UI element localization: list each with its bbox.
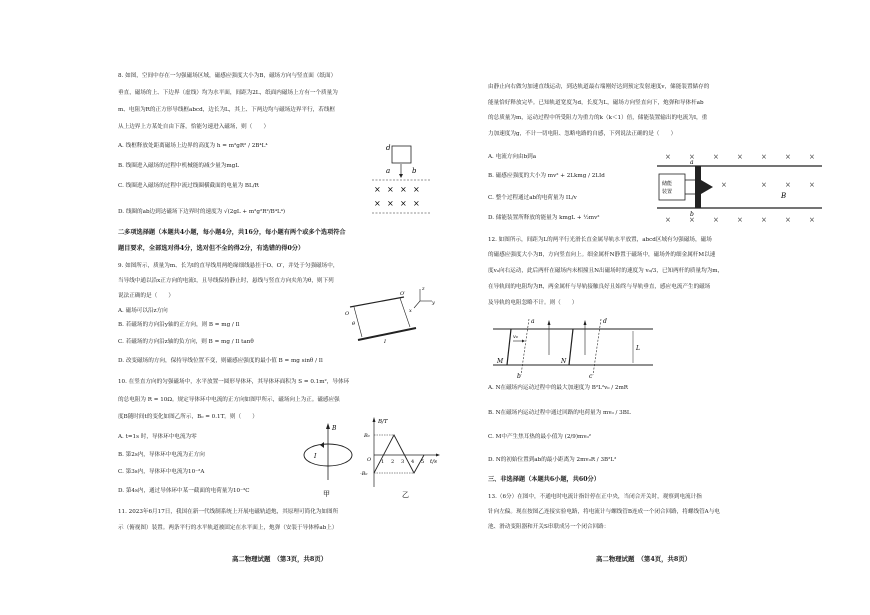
q9-stem-line-1: 9. 如图所示，质量为m、长为l的直导线用两绝缘细线悬挂于O、O′，并处于匀强磁场中，	[118, 263, 339, 269]
q8-stem-line-3: m、电阻为R的正方形导线框abcd，边长为L，其上、下两边均与磁场边界平行，若线框	[118, 107, 336, 113]
q8-option-c: C. 线圈进入磁场的过程中流过线圈横截面的电量为 BL/R	[118, 183, 259, 189]
svg-text:×: ×	[400, 199, 407, 208]
q9-theta-label: θ	[352, 321, 356, 327]
q10-current-direction-arrow	[320, 442, 324, 448]
q11-projectile	[701, 180, 713, 194]
q10-caption-jia: 甲	[323, 490, 330, 498]
q11-option-d: D. 储能装置所释放的能量为 kmgL + ½mv²	[488, 215, 600, 221]
svg-text:×: ×	[785, 181, 791, 189]
q8-stem-line-4: 从上边界上方某处自由下落，恰能匀速进入磁场，则（ ）	[118, 124, 270, 130]
q9-label-o-prime: O′	[400, 291, 406, 297]
q11-stem-line-2: 示（俯视图）装置。两条平行的水平轨道被固定在水平面上，炮弹（安装于导体棒ab上）	[118, 525, 338, 531]
q10-option-c: C. 第3s内，导体环中电流为10⁻²A	[118, 469, 205, 475]
q8-fall-arrowhead	[399, 174, 403, 178]
page-footer-right: 高二物理试题 （第4页，共8页）	[596, 555, 692, 563]
q9-axis-x	[414, 301, 420, 308]
svg-text:×: ×	[413, 185, 420, 194]
q8-label-a: a	[386, 167, 391, 175]
q12-boundary-ab	[521, 319, 529, 375]
q9-thread-left	[354, 307, 362, 337]
q11-figure	[657, 150, 847, 230]
q10-yi-y-arrowhead	[373, 417, 376, 422]
q10-yi-b-curve	[374, 435, 424, 473]
svg-text:×: ×	[413, 199, 420, 208]
q10-b-arrowhead	[326, 423, 330, 429]
q11-cont-line-2: 能量恰好释放完毕。已知轨道宽度为d，长度为L，磁场方向竖直向下，炮弹和导体杆ab	[488, 100, 704, 106]
q10-option-b: B. 第2s内，导体环中电流为正方向	[118, 452, 205, 458]
svg-text:×: ×	[689, 216, 695, 224]
q9-ceiling	[350, 297, 404, 307]
q12-stem-line-2: 的磁感应强度大小为B，方向竖直向上。细金属杆N静置于磁场中，磁场外的细金属杆M以速	[488, 252, 716, 258]
svg-text:×: ×	[761, 216, 767, 224]
svg-text:3: 3	[401, 459, 405, 465]
svg-text:×: ×	[689, 153, 695, 161]
q12-label-b: b	[517, 373, 521, 380]
q10-stem-line-1: 10. 在竖直方向的匀强磁场中，水平放置一圆形导体环，其导体环面积为 S = 0.1m²，导体环	[118, 379, 350, 385]
svg-text:×: ×	[809, 153, 815, 161]
q12-stem-line-5: 及导轨的电阻忽略不计。则（ ）	[488, 300, 578, 306]
q9-option-b: B. 若磁场的方向沿y轴的正方向，则 B = mg / Il	[118, 322, 240, 328]
q12-label-n: N	[561, 358, 567, 365]
q9-axis-z-label: z	[422, 286, 425, 292]
q12-label-l: L	[636, 345, 640, 352]
q8-square-loop	[392, 146, 411, 163]
q12-label-a: a	[531, 318, 535, 325]
section-2-heading-line-1: 二多项选择题（本题共4小题，每小题4分，共16分，每小题有两个或多个选项符合	[118, 229, 346, 236]
q11-storage-box	[659, 174, 685, 200]
svg-text:×: ×	[374, 185, 381, 194]
svg-text:×: ×	[721, 181, 727, 189]
section-3-heading: 三、非选择题（本题共6小题，共60分）	[488, 476, 600, 483]
q8-option-a: A. 线框释放处距离磁场上边界的高度为 h = m²gR² / 2B⁴L⁴	[118, 143, 268, 149]
q11-label-a: a	[690, 159, 694, 166]
q9-figure	[340, 285, 436, 349]
q12-rod-m	[507, 329, 511, 365]
q8-option-d: D. 线圈的ab边到达磁场下边界时的速度为 √(2gL + m²g²R²/B⁴L⁴)	[118, 209, 286, 215]
q10-yi-origin: O	[367, 457, 372, 463]
q10-yi-b0-label: B₀	[364, 433, 370, 439]
q10-jia-b-label: B	[332, 425, 337, 432]
q12-label-m: M	[497, 358, 504, 365]
q9-option-c: C. 若磁场的方向沿z轴的负方向，则 B = mg / Il tanθ	[118, 339, 254, 345]
q8-stem-line-1: 8. 如图，空间中存在一匀强磁场区域，磁感应强度大小为B，磁场方向与竖直面（纸面）	[118, 73, 337, 79]
q11-cont-line-4: 力加速度为g，不计一切电阻、忽略电路的自感，下列说法正确的是（ ）	[488, 131, 677, 137]
svg-text:×: ×	[400, 185, 407, 194]
q12-label-v0: v₀	[513, 334, 518, 340]
svg-text:×: ×	[374, 199, 381, 208]
svg-text:×: ×	[737, 216, 743, 224]
q12-rod-n	[569, 329, 573, 365]
svg-text:×: ×	[737, 153, 743, 161]
q13-line-1: 13.（6分）在图中，不通电时电流计指针停在正中央，当闭合开关时，观察到电流计指	[488, 494, 702, 500]
q12-option-b: B. N在磁场内运动过程中通过回路的电荷量为 mv₀ / 3BL	[488, 410, 631, 416]
q10-figure-yi	[360, 415, 442, 499]
svg-text:1: 1	[381, 459, 385, 465]
svg-text:4: 4	[411, 459, 415, 465]
svg-text:×: ×	[713, 153, 719, 161]
q11-option-c: C. 整个过程通过ab的电荷量为 IL/v	[488, 195, 577, 201]
page-footer-left: 高二物理试题 （第3页，共8页）	[232, 555, 328, 563]
q11-cont-line-1: 由静止向右做匀加速直线运动，到达轨道最右端刚好达到预定发射速度v，储能装置储存的	[488, 84, 710, 90]
q11-stem-line-1: 11. 2023年6月17日，我国在新一代线制系统上开展电磁轨道炮，其原理可简化为如图所	[118, 509, 339, 515]
q12-stem-line-3: 度v₀向右运动，此后两杆在磁场内未相撞且N出磁场时的速度为 v₀/3，已知两杆的质量均为m，	[488, 268, 724, 274]
svg-text:×: ×	[387, 199, 394, 208]
q10-yi-ylabel: B/T	[378, 419, 388, 425]
q12-figure	[493, 315, 658, 379]
q8-label-b: b	[412, 167, 417, 175]
svg-text:×: ×	[387, 185, 394, 194]
q9-axis-x-label: x	[409, 308, 412, 314]
q9-stem-line-3: 说法正确的是（ ）	[118, 293, 174, 299]
svg-text:×: ×	[785, 216, 791, 224]
q11-option-a: A. 电流方向由b到a	[488, 154, 537, 160]
q12-v0-arrowhead	[522, 340, 525, 343]
q9-current-label: I	[384, 339, 386, 345]
q12-field-arrowhead-1	[548, 320, 551, 325]
q8-stem-line-2: 垂直，磁场的上、下边界（虚线）均为水平面，间距为2L，纸面内磁场上方有一个质量为	[118, 90, 338, 96]
right-page	[435, 0, 870, 615]
q12-label-d: d	[603, 318, 607, 325]
q12-option-a: A. N在磁场内运动过程中的最大加速度为 B²L²v₀ / 2mR	[488, 385, 628, 391]
q11-storage-label-2: 装置	[662, 189, 673, 195]
q12-option-c: C. M中产生焦耳热的最小值为 (2/9)mv₀²	[488, 434, 591, 440]
q12-option-d: D. N的初始位置到ab的最小距离为 2mv₀R / 3B²L²	[488, 457, 617, 463]
svg-text:×: ×	[665, 216, 671, 224]
svg-text:×: ×	[785, 153, 791, 161]
q12-boundary-cd	[593, 319, 601, 375]
svg-text:2: 2	[391, 459, 395, 465]
q9-label-o: O	[345, 311, 350, 317]
q11-rod-ab	[695, 166, 701, 208]
q9-axis-y-label: y	[432, 300, 435, 306]
svg-text:×: ×	[761, 153, 767, 161]
q12-label-c: c	[589, 373, 593, 380]
q9-option-a: A. 磁场可以沿z方向	[118, 308, 168, 314]
q8-option-b: B. 线圈进入磁场的过程中机械能的减少量为mgL	[118, 163, 239, 169]
q10-caption-yi: 乙	[402, 491, 409, 499]
svg-text:×: ×	[809, 181, 815, 189]
q10-stem-line-2: 的总电阻为 R = 10Ω。规定导体环中电流的正方向如图甲所示，磁场向上为正。磁感应强	[118, 397, 340, 403]
q11-field-crosses	[665, 153, 815, 224]
svg-text:×: ×	[713, 216, 719, 224]
q13-line-3: 池、滑动变阻器和开关S串联成另一个闭合回路：	[488, 524, 610, 530]
q10-yi-neg-b0-label: -B₀	[360, 471, 368, 477]
q9-stem-line-2: 当导线中通以沿x正方向的电流I，且导线保持静止时，悬线与竖直方向夹角为θ，则下列	[118, 278, 334, 284]
q8-label-d: d	[386, 144, 391, 152]
q10-jia-i-label: I	[314, 453, 317, 460]
q10-yi-ticks	[381, 459, 424, 465]
q11-option-b: B. 磁感应强度的大小为 mv² + 2Lkmg / 2LId	[488, 173, 605, 179]
q10-option-d: D. 第4s内，通过导体环中某一截面的电荷量为10⁻³C	[118, 488, 250, 494]
q8-figure	[368, 138, 438, 218]
q12-stem-line-4: 在导轨间的电阻均为R，两金属杆与导轨接触良好且始终与导轨垂直，感应电流产生的磁场	[488, 284, 711, 290]
svg-text:×: ×	[761, 181, 767, 189]
q10-stem-line-3: 度B随时间t的变化如图乙所示，B₀ = 0.1T。则（ ）	[118, 414, 258, 420]
q10-figure-jia	[298, 420, 358, 498]
q8-field-crosses	[374, 185, 420, 208]
q12-stem-line-1: 12. 如图所示，间距为L的两平行光滑长直金属导轨水平放置，abcd区域有匀强磁场，磁场	[488, 237, 712, 243]
svg-text:×: ×	[665, 153, 671, 161]
section-2-heading-line-2: 题目要求，全部选对得4分，选对但不全的得2分，有选错的得0分）	[118, 245, 305, 252]
q11-label-b: b	[690, 211, 694, 218]
svg-text:×: ×	[809, 216, 815, 224]
q10-yi-xlabel: t/s	[430, 459, 437, 465]
q11-cont-line-3: 的总质量为m，运动过程中所受阻力为重力的k（k＜1）倍，储能装置输出的电流为I，重	[488, 115, 708, 121]
q10-option-a: A. t=1s 时，导体环中电流为零	[118, 434, 197, 440]
q11-label-field: B	[781, 192, 787, 200]
q12-field-arrowhead-2	[584, 320, 587, 325]
q11-storage-label: 储能	[662, 181, 673, 187]
q9-option-d: D. 改变磁场的方向，保持导线位置不变，则磁感应强度的最小值 B = mg sinθ / Il	[118, 358, 323, 364]
q13-line-2: 针向左偏。现在按图乙连接实验电路，将电流计与螺线管B连成一个闭合回路，将螺线管A与电	[488, 509, 720, 515]
svg-text:5: 5	[421, 459, 425, 465]
q9-wire	[358, 328, 416, 340]
